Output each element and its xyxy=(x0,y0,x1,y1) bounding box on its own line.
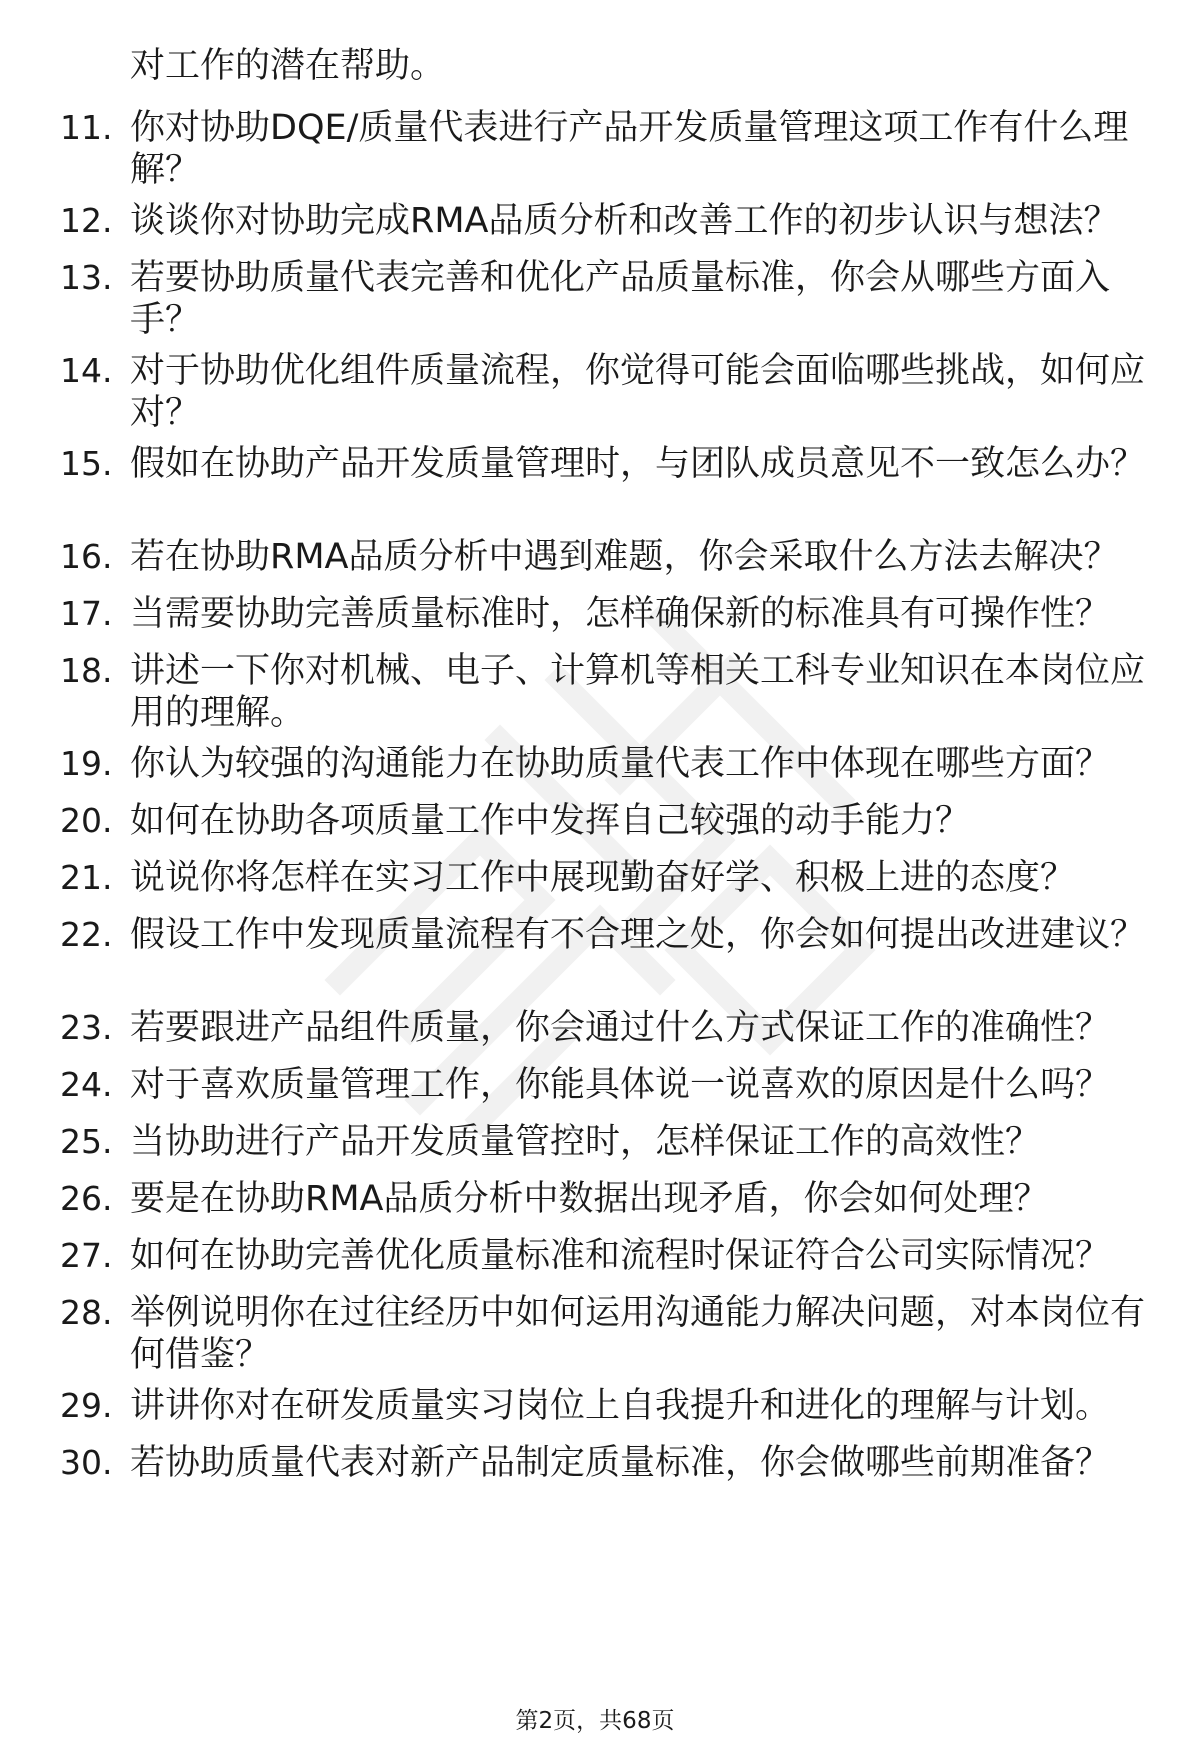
question-number: 22. xyxy=(60,915,113,954)
page-footer: 第2页，共68页 xyxy=(515,1708,675,1734)
question-text: 若在协助RMA品质分析中遇到难题，你会采取什么方法去解决？ xyxy=(130,537,1119,577)
question-text: 当协助进行产品开发质量管控时，怎样保证工作的高效性？ xyxy=(130,1122,1041,1162)
question-text: 对于协助优化组件质量流程，你觉得可能会面临哪些挑战，如何应对？ xyxy=(130,351,1146,433)
question-number: 29. xyxy=(60,1386,113,1425)
question-number: 14. xyxy=(60,351,113,390)
question-text: 讲述一下你对机械、电子、计算机等相关工科专业知识在本岗位应用的理解。 xyxy=(130,651,1146,733)
question-number: 30. xyxy=(60,1443,113,1482)
question-number: 25. xyxy=(60,1122,113,1161)
question-number: 12. xyxy=(60,201,113,240)
question-number: 15. xyxy=(60,444,113,483)
question-number: 26. xyxy=(60,1179,113,1218)
question-number: 18. xyxy=(60,651,113,690)
question-number: 27. xyxy=(60,1236,113,1275)
question-text: 讲讲你对在研发质量实习岗位上自我提升和进化的理解与计划。 xyxy=(130,1386,1111,1426)
question-text: 举例说明你在过往经历中如何运用沟通能力解决问题，对本岗位有何借鉴？ xyxy=(130,1293,1146,1375)
question-text: 如何在协助完善优化质量标准和流程时保证符合公司实际情况？ xyxy=(130,1236,1111,1276)
question-text: 你认为较强的沟通能力在协助质量代表工作中体现在哪些方面？ xyxy=(130,744,1111,784)
question-text: 说说你将怎样在实习工作中展现勤奋好学、积极上进的态度？ xyxy=(130,858,1076,898)
question-number: 16. xyxy=(60,537,113,576)
question-text: 谈谈你对协助完成RMA品质分析和改善工作的初步认识与想法？ xyxy=(130,201,1119,241)
continuation-text: 对工作的潜在帮助。 xyxy=(130,46,446,86)
question-text: 若要跟进产品组件质量，你会通过什么方式保证工作的准确性？ xyxy=(130,1008,1111,1048)
question-text: 若协助质量代表对新产品制定质量标准，你会做哪些前期准备？ xyxy=(130,1443,1111,1483)
question-number: 17. xyxy=(60,594,113,633)
question-number: 23. xyxy=(60,1008,113,1047)
question-number: 28. xyxy=(60,1293,113,1332)
question-text: 假如在协助产品开发质量管理时，与团队成员意见不一致怎么办？ xyxy=(130,444,1146,484)
question-number: 19. xyxy=(60,744,113,783)
question-number: 21. xyxy=(60,858,113,897)
question-text: 对于喜欢质量管理工作，你能具体说一说喜欢的原因是什么吗？ xyxy=(130,1065,1111,1105)
question-text: 如何在协助各项质量工作中发挥自己较强的动手能力？ xyxy=(130,801,971,841)
question-number: 20. xyxy=(60,801,113,840)
question-text: 你对协助DQE/质量代表进行产品开发质量管理这项工作有什么理解？ xyxy=(130,108,1129,190)
question-number: 13. xyxy=(60,258,113,297)
question-text: 若要协助质量代表完善和优化产品质量标准，你会从哪些方面入手？ xyxy=(130,258,1111,340)
question-number: 24. xyxy=(60,1065,113,1104)
question-text: 当需要协助完善质量标准时，怎样确保新的标准具有可操作性？ xyxy=(130,594,1111,634)
question-text: 要是在协助RMA品质分析中数据出现矛盾，你会如何处理？ xyxy=(130,1179,1049,1219)
question-text: 假设工作中发现质量流程有不合理之处，你会如何提出改进建议？ xyxy=(130,915,1146,955)
question-number: 11. xyxy=(60,108,113,147)
